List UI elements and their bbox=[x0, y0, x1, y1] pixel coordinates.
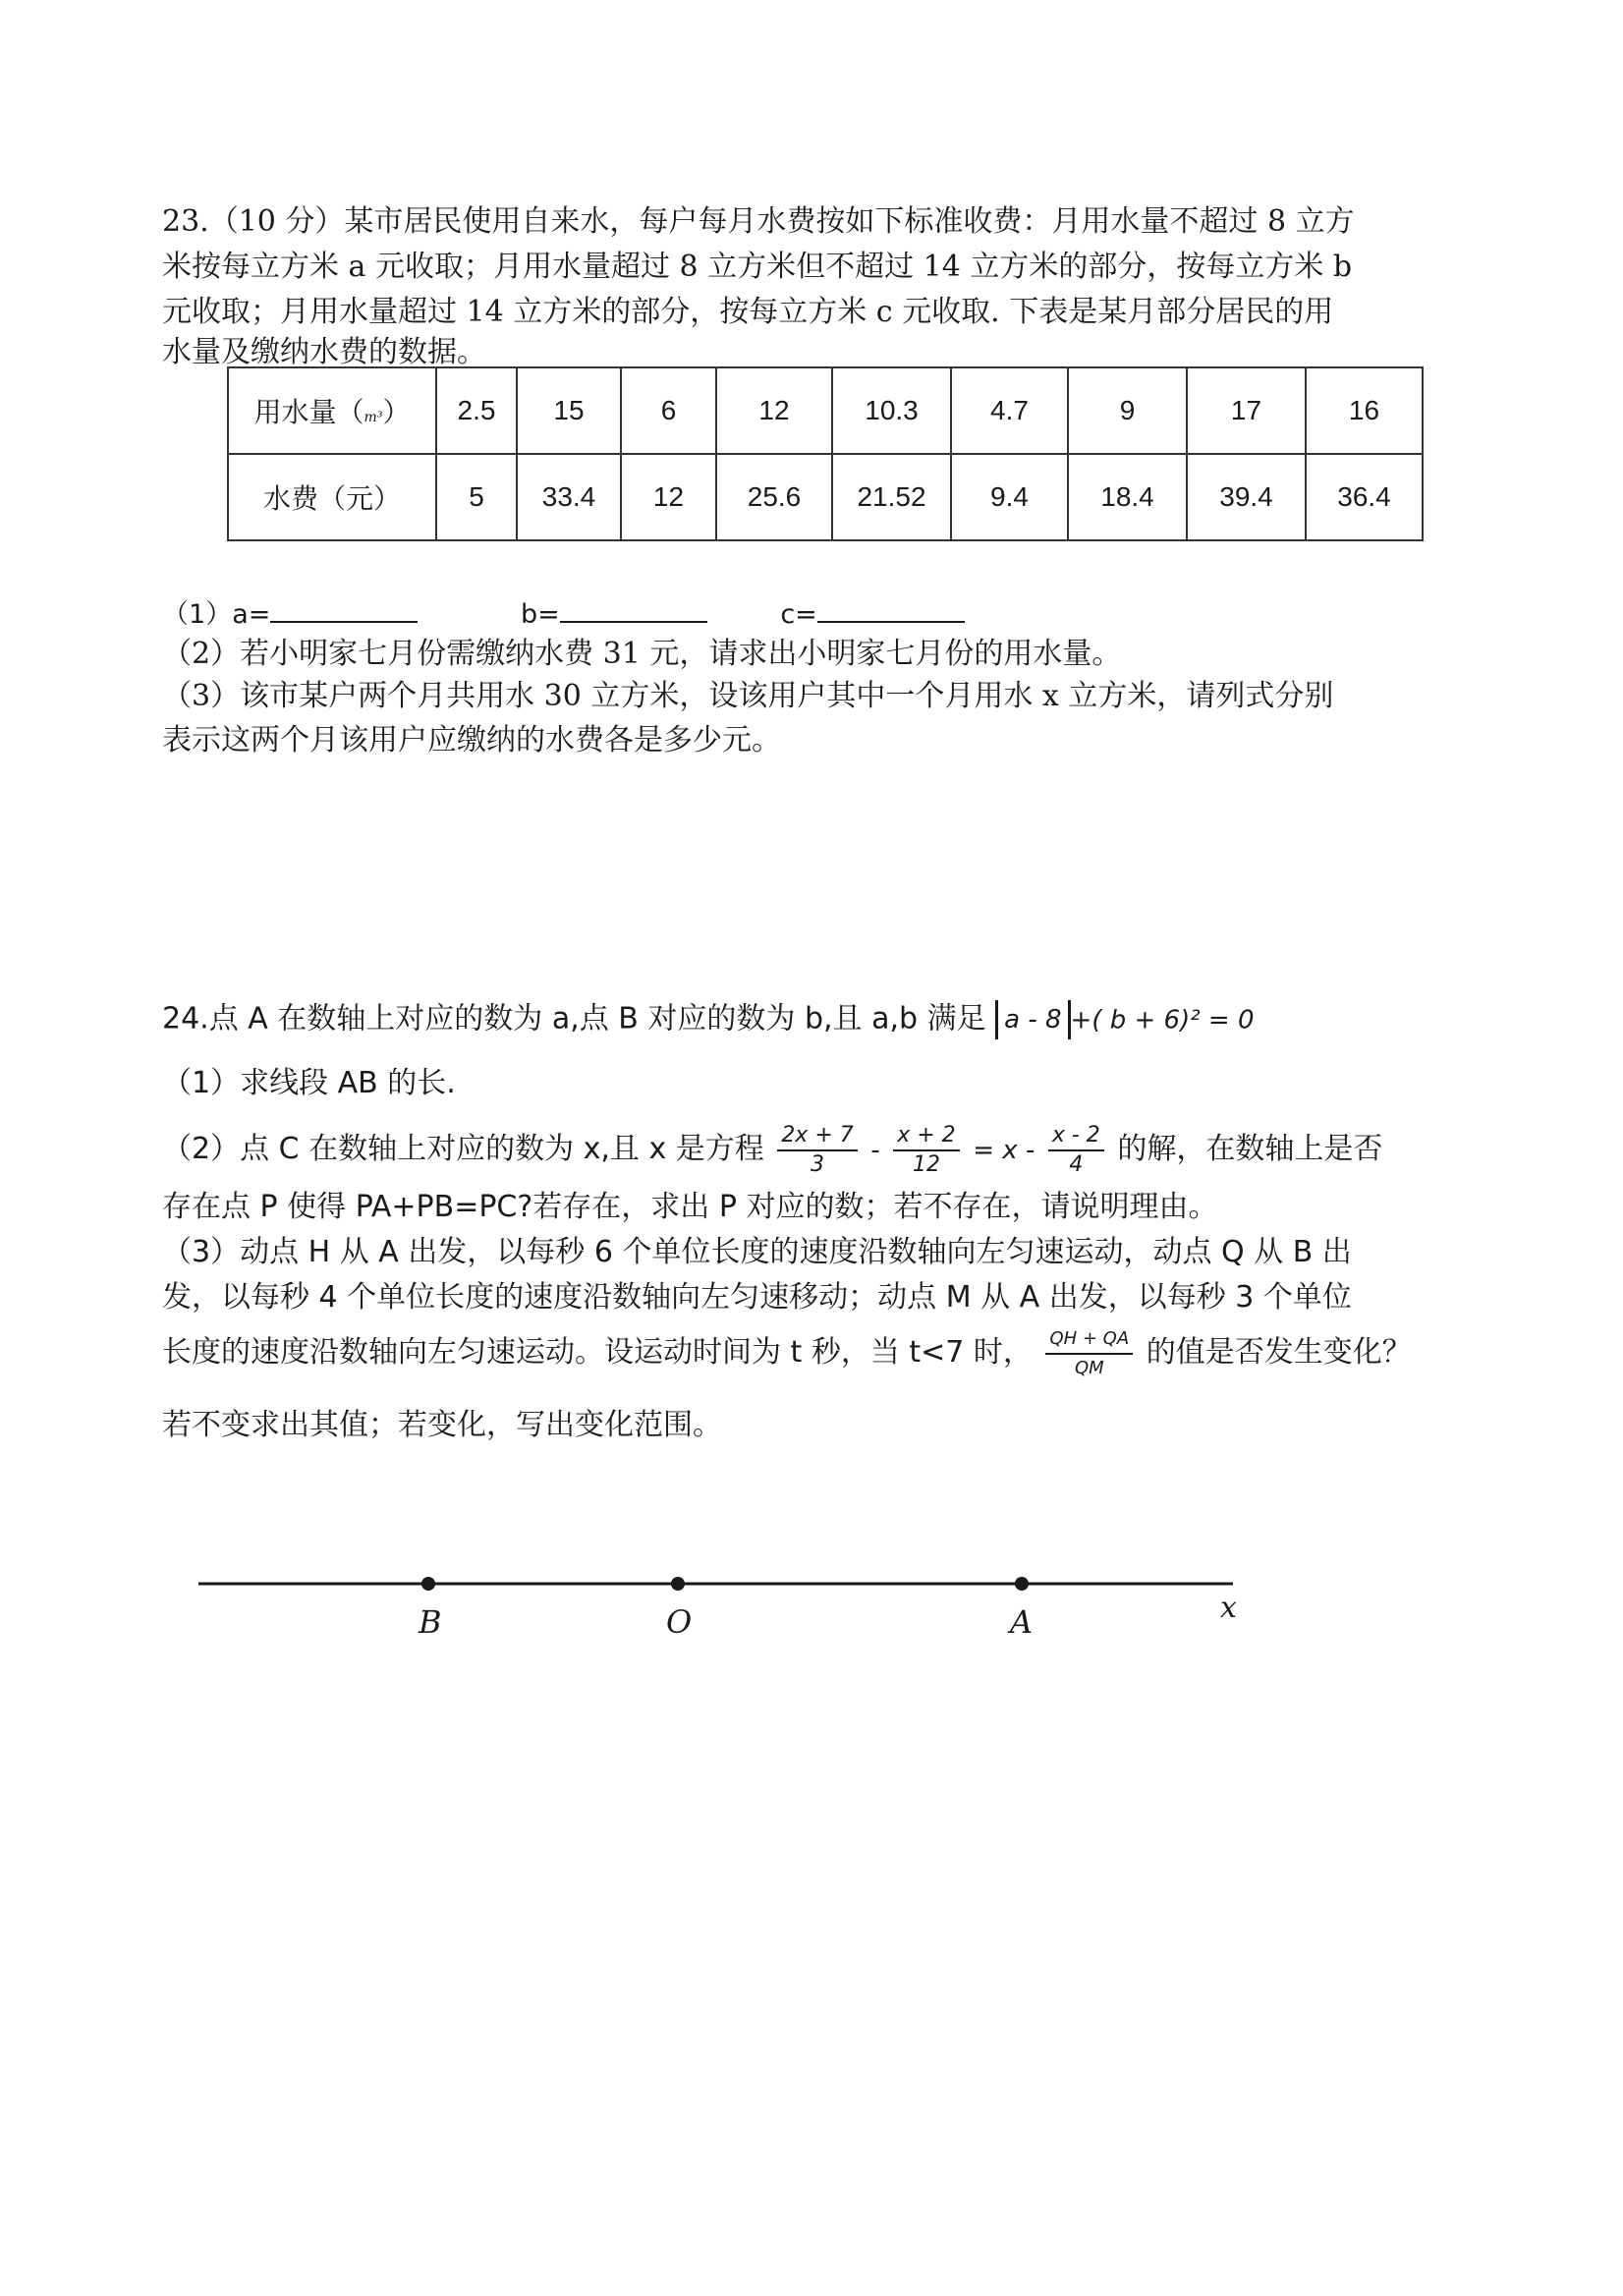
table-cell: 5 bbox=[436, 454, 517, 540]
q24-intro: 24.点 A 在数轴上对应的数为 a,点 B 对应的数为 b,且 a,b 满足 a - 8 +( b + 6)² = 0 bbox=[162, 1000, 1255, 1039]
q23-part3-line-1: （3）该市某户两个月共用水 30 立方米，设该用户其中一个月用水 x 立方米，请列式分别 bbox=[162, 679, 1334, 713]
table-cell: 39.4 bbox=[1187, 454, 1306, 540]
q23-line-2: 米按每立方米 a 元收取；月用水量超过 8 立方米但不超过 14 立方米的部分，按每立方米 b bbox=[162, 250, 1353, 284]
table-cell: 9.4 bbox=[951, 454, 1068, 540]
table-cell: 12 bbox=[716, 367, 832, 454]
q23-part3-line-2: 表示这两个月该用户应缴纳的水费各是多少元。 bbox=[162, 723, 781, 757]
fraction-2: $\frac{x + 2}{12}$ bbox=[893, 1122, 959, 1179]
table-cell: 25.6 bbox=[716, 454, 832, 540]
table-cell: 4.7 bbox=[951, 367, 1068, 454]
fraction-3: $\frac{x - 2}{4}$ bbox=[1048, 1122, 1104, 1179]
q23-line-4: 水量及缴纳水费的数据。 bbox=[162, 335, 486, 369]
table-cell: 33.4 bbox=[517, 454, 621, 540]
table-cell: 10.3 bbox=[832, 367, 951, 454]
table-cell: 36.4 bbox=[1306, 454, 1423, 540]
table-cell: 2.5 bbox=[436, 367, 517, 454]
abs-expression: a - 8 bbox=[995, 1000, 1070, 1039]
q24-part2-line-2: 存在点 P 使得 PA+PB=PC?若存在，求出 P 对应的数；若不存在，请说明理由。 bbox=[162, 1190, 1218, 1224]
number-line bbox=[187, 1552, 1287, 1670]
point-o bbox=[671, 1577, 685, 1591]
fraction-qh-qa-qm: $\frac{QH + QA}{QM}$ bbox=[1045, 1325, 1133, 1382]
label-a: A bbox=[1010, 1603, 1034, 1641]
table-cell: 6 bbox=[621, 367, 716, 454]
q23-part1: （1）a= b= c= bbox=[162, 595, 965, 633]
table-cell: 16 bbox=[1306, 367, 1423, 454]
point-b bbox=[421, 1577, 435, 1591]
row-label-usage: 用水量（m³） bbox=[228, 367, 436, 454]
table-cell: 12 bbox=[621, 454, 716, 540]
q24-part3-line-4: 若不变求出其值；若变化，写出变化范围。 bbox=[162, 1408, 722, 1442]
table-cell: 15 bbox=[517, 367, 621, 454]
q24-part3-line-3: 长度的速度沿数轴向左匀速运动。设运动时间为 t 秒，当 t<7 时， $\frac{QH + QA}{QM}$ 的值是否发生变化？ bbox=[162, 1323, 1412, 1382]
row-label-fee: 水费（元） bbox=[228, 454, 436, 540]
table-cell: 21.52 bbox=[832, 454, 951, 540]
answer-blank-a[interactable] bbox=[270, 595, 418, 623]
q24-part3-line-1: （3）动点 H 从 A 出发，以每秒 6 个单位长度的速度沿数轴向左匀速运动，动点 Q 从 B 出 bbox=[162, 1235, 1352, 1269]
label-o: O bbox=[666, 1603, 693, 1641]
fraction-1: $\frac{2x + 7}{3}$ bbox=[777, 1122, 857, 1179]
label-b: B bbox=[419, 1603, 442, 1641]
table-cell: 18.4 bbox=[1068, 454, 1187, 540]
answer-blank-b[interactable] bbox=[560, 595, 707, 623]
q24-part1: （1）求线段 AB 的长. bbox=[162, 1066, 456, 1100]
q23-line-1: 23.（10 分）某市居民使用自来水，每户每月水费按如下标准收费：月用水量不超过 8 立方 bbox=[162, 204, 1355, 239]
point-a bbox=[1015, 1577, 1029, 1591]
water-fee-table bbox=[227, 366, 1424, 541]
cubic-meter-unit: m³ bbox=[364, 410, 383, 425]
table-row-usage bbox=[228, 367, 1423, 454]
q23-line-3: 元收取；月用水量超过 14 立方米的部分，按每立方米 c 元收取. 下表是某月部分居民的用 bbox=[162, 295, 1334, 329]
table-cell: 9 bbox=[1068, 367, 1187, 454]
q24-part3-line-2: 发，以每秒 4 个单位长度的速度沿数轴向左匀速移动；动点 M 从 A 出发，以每秒 3 个单位 bbox=[162, 1280, 1352, 1315]
table-row-fee bbox=[228, 454, 1423, 540]
q23-part2: （2）若小明家七月份需缴纳水费 31 元，请求出小明家七月份的用水量。 bbox=[162, 637, 1122, 671]
square-expression: +( b + 6)² = 0 bbox=[1070, 1005, 1255, 1036]
label-x: x bbox=[1220, 1591, 1237, 1625]
q24-part2-line-1: （2）点 C 在数轴上对应的数为 x,且 x 是方程 $\frac{2x + 7}{3}$ - $\frac{x + 2}{12}$ = x - $\frac{x - 2}{4}$ 的解，在数轴上是否 bbox=[162, 1122, 1383, 1177]
answer-blank-c[interactable] bbox=[817, 595, 965, 623]
table-cell: 17 bbox=[1187, 367, 1306, 454]
